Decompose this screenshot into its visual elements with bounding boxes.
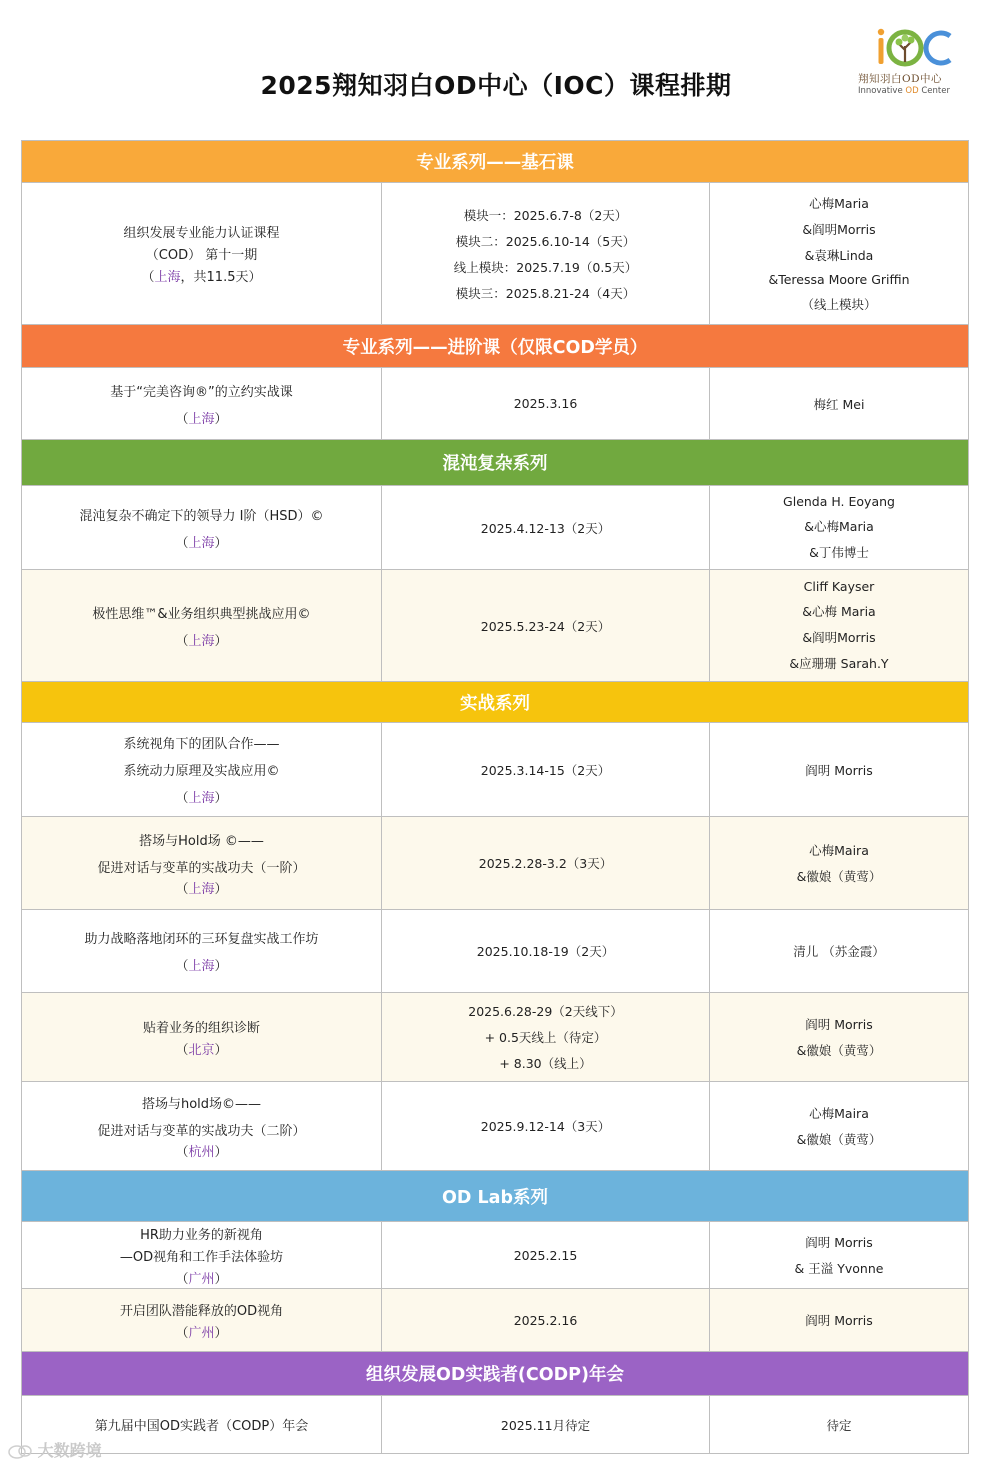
- teacher-name: & 王溢 Yvonne: [794, 1261, 884, 1276]
- date-text: 2025.4.12-13（2天）: [480, 520, 611, 536]
- section-header-advanced: [22, 325, 969, 368]
- table-row: [22, 570, 969, 682]
- teacher-name: 心梅Maria: [809, 196, 869, 211]
- course-name: 系统视角下的团队合作——: [123, 737, 280, 752]
- teacher-name: &应珊珊 Sarah.Y: [789, 656, 889, 671]
- course-cell: [22, 183, 382, 325]
- course-name: —OD视角和工作手法体验坊: [119, 1249, 284, 1265]
- section-title: 专业系列——进阶课（仅限COD学员）: [22, 325, 969, 368]
- teacher-name: 心梅Maira: [809, 843, 869, 858]
- table-row: [22, 368, 969, 440]
- course-location: （上海）: [175, 791, 228, 806]
- course-cell: [22, 570, 382, 682]
- ioc-logo-icon: [852, 26, 968, 72]
- course-cell: [22, 1082, 382, 1171]
- city-name: 上海: [188, 535, 215, 551]
- course-location: （北京）: [175, 1042, 228, 1058]
- date-cell: [382, 1082, 710, 1171]
- teacher-name: 阎明 Morris: [805, 1235, 873, 1250]
- course-name: 搭场与hold场©——: [141, 1096, 262, 1112]
- table-row: [22, 183, 969, 325]
- course-name: 助力战略落地闭环的三环复盘实战工作坊: [84, 932, 319, 947]
- date-text: 2025.3.16: [513, 396, 578, 411]
- teacher-cell: [710, 368, 969, 440]
- date-text: 2025.3.14-15（2天）: [480, 762, 611, 778]
- date-text: 模块一：2025.6.7-8（2天）: [463, 207, 628, 223]
- table-row: [22, 1222, 969, 1289]
- course-name: 开启团队潜能释放的OD视角: [119, 1303, 284, 1319]
- table-row: [22, 486, 969, 570]
- teacher-name: Glenda H. Eoyang: [783, 494, 895, 509]
- page-title: 2025翔知羽白OD中心（IOC）课程排期: [260, 71, 732, 100]
- teacher-name: &心梅Maria: [804, 519, 874, 534]
- teacher-cell: [710, 1222, 969, 1289]
- teacher-name: 阎明 Morris: [805, 1313, 873, 1328]
- section-title: 专业系列——基石课: [22, 141, 969, 183]
- course-cell: [22, 817, 382, 910]
- teacher-name: 心梅Maira: [809, 1106, 869, 1121]
- date-text: 模块三：2025.8.21-24（4天）: [455, 285, 636, 301]
- course-name: HR助力业务的新视角: [140, 1227, 263, 1243]
- course-cell: [22, 723, 382, 817]
- city-name: 广州: [188, 1271, 215, 1287]
- date-cell: [382, 993, 710, 1082]
- date-cell: [382, 910, 710, 993]
- table-row: [22, 1289, 969, 1352]
- date-text: 2025.6.28-29（2天线下）: [468, 1004, 623, 1019]
- date-cell: [382, 817, 710, 910]
- course-name: 促进对话与变革的实战功夫（一阶）: [97, 860, 306, 876]
- course-location: （上海，共11.5天）: [141, 270, 262, 285]
- city-name: 上海: [154, 270, 181, 285]
- course-name: 贴着业务的组织诊断: [142, 1020, 260, 1036]
- course-location: （广州）: [175, 1325, 228, 1341]
- course-location: （上海）: [175, 411, 228, 427]
- course-cell: [22, 1222, 382, 1289]
- city-name: 上海: [188, 881, 215, 897]
- section-header-chaos: [22, 440, 969, 486]
- course-location: （杭州）: [175, 1144, 228, 1160]
- teacher-name: 清儿 （苏金霞）: [793, 944, 885, 959]
- date-cell: [382, 1222, 710, 1289]
- teacher-cell: [710, 1289, 969, 1352]
- teacher-cell: [710, 486, 969, 570]
- city-name: 上海: [188, 959, 215, 974]
- logo-chinese-text: 翔知羽白OD中心: [858, 73, 943, 85]
- date-text: 2025.5.23-24（2天）: [480, 618, 611, 634]
- course-location: （广州）: [175, 1271, 228, 1287]
- city-name: 上海: [188, 633, 215, 649]
- chat-bubble-icon: [8, 1444, 32, 1460]
- section-header-foundation: [22, 141, 969, 183]
- table-row: [22, 1082, 969, 1171]
- teacher-name: &Teressa Moore Griffin: [768, 272, 910, 287]
- date-text: 2025.9.12-14（3天）: [480, 1119, 611, 1134]
- course-cell: [22, 368, 382, 440]
- course-cell: [22, 993, 382, 1082]
- city-name: 广州: [188, 1325, 215, 1341]
- teacher-cell: [710, 817, 969, 910]
- date-text: + 8.30（线上）: [499, 1056, 592, 1071]
- section-title: 实战系列: [22, 682, 969, 723]
- date-text: 2025.2.15: [513, 1247, 578, 1263]
- watermark-text: 大数跨境: [37, 1441, 102, 1460]
- course-name: 促进对话与变革的实战功夫（二阶）: [97, 1123, 306, 1139]
- date-cell: [382, 1396, 710, 1454]
- ioc-logo: [852, 26, 968, 102]
- city-name: 上海: [188, 411, 215, 427]
- teacher-cell: [710, 570, 969, 682]
- course-location: （上海）: [175, 881, 228, 897]
- course-cell: [22, 1289, 382, 1352]
- date-text: 线上模块：2025.7.19（0.5天）: [453, 259, 638, 275]
- date-cell: [382, 486, 710, 570]
- table-row: [22, 1396, 969, 1454]
- city-name: 上海: [188, 791, 215, 806]
- teacher-name: Cliff Kayser: [803, 579, 875, 594]
- course-name: 组织发展专业能力认证课程: [123, 226, 280, 241]
- section-header-codp: [22, 1352, 969, 1396]
- teacher-cell: [710, 993, 969, 1082]
- course-cell: [22, 486, 382, 570]
- logo-english-text: Innovative OD Center: [858, 86, 950, 96]
- course-schedule-table: [21, 140, 969, 1454]
- teacher-name: 待定: [826, 1417, 852, 1433]
- section-title: OD Lab系列: [22, 1171, 969, 1222]
- date-cell: [382, 1289, 710, 1352]
- teacher-name: &阎明Morris: [802, 630, 876, 645]
- table-row: [22, 993, 969, 1082]
- date-cell: [382, 368, 710, 440]
- date-text: 2025.11月待定: [500, 1417, 591, 1433]
- teacher-name: &丁伟博士: [809, 545, 869, 560]
- table-row: [22, 723, 969, 817]
- watermark: [8, 1438, 102, 1461]
- city-name: 杭州: [188, 1144, 215, 1160]
- section-title: 混沌复杂系列: [22, 440, 969, 486]
- date-text: 2025.2.16: [513, 1312, 578, 1328]
- course-name: 混沌复杂不确定下的领导力 I阶（HSD）©: [79, 508, 324, 524]
- teacher-cell: [710, 910, 969, 993]
- table-row: [22, 817, 969, 910]
- teacher-name: &徽娘（黄莺）: [796, 1043, 882, 1058]
- teacher-name: &心梅 Maria: [802, 604, 876, 619]
- date-cell: [382, 183, 710, 325]
- course-location: （上海）: [175, 959, 228, 974]
- course-name: 基于“完美咨询®”的立约实战课: [110, 384, 293, 400]
- course-name: 第九届中国OD实践者（CODP）年会: [94, 1419, 309, 1434]
- course-name: 搭场与Hold场 ©——: [139, 833, 264, 849]
- teacher-cell: [710, 1082, 969, 1171]
- section-header-od-lab: [22, 1171, 969, 1222]
- date-text: + 0.5天线上（待定）: [484, 1030, 607, 1045]
- course-name: （COD） 第十一期: [145, 248, 258, 263]
- teacher-name: 梅红 Mei: [813, 396, 865, 412]
- teacher-name: &阎明Morris: [802, 222, 876, 237]
- course-name: 极性思维™&业务组织典型挑战应用©: [92, 606, 311, 622]
- course-location: （上海）: [175, 535, 228, 551]
- teacher-name: 阎明 Morris: [805, 1017, 873, 1032]
- teacher-cell: [710, 183, 969, 325]
- teacher-name: &徽娘（黄莺）: [796, 869, 882, 884]
- teacher-name: 阎明 Morris: [805, 762, 873, 778]
- course-cell: [22, 910, 382, 993]
- date-text: 2025.2.28-3.2（3天）: [478, 856, 613, 871]
- date-cell: [382, 723, 710, 817]
- date-text: 2025.10.18-19（2天）: [476, 944, 615, 959]
- section-header-practice: [22, 682, 969, 723]
- city-name: 北京: [188, 1042, 215, 1058]
- teacher-name: &袁琳Linda: [804, 248, 874, 263]
- teacher-note: （线上模块）: [801, 297, 877, 312]
- teacher-name: &徽娘（黄莺）: [796, 1132, 882, 1147]
- table-row: [22, 910, 969, 993]
- course-location: （上海）: [175, 633, 228, 649]
- course-name: 系统动力原理及实战应用©: [123, 764, 280, 779]
- date-text: 模块二：2025.6.10-14（5天）: [455, 233, 636, 249]
- teacher-cell: [710, 723, 969, 817]
- date-cell: [382, 570, 710, 682]
- teacher-cell: [710, 1396, 969, 1454]
- section-title: 组织发展OD实践者(CODP)年会: [22, 1352, 969, 1396]
